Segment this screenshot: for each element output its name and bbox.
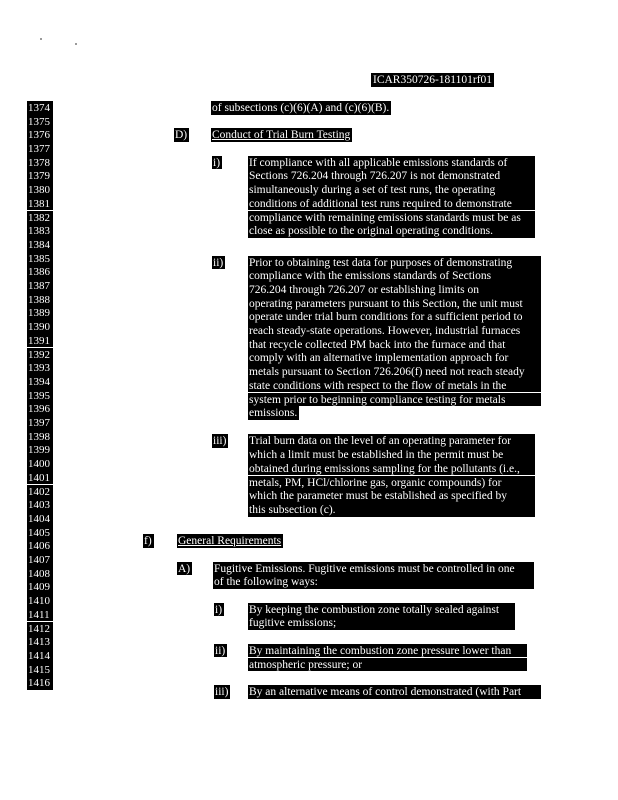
line-number: 1375: [27, 115, 53, 129]
list-marker: ii): [215, 644, 226, 657]
line-number: 1413: [27, 635, 53, 649]
line-number: 1394: [27, 375, 53, 389]
text-line: Prior to obtaining test data for purposes of demonstrating: [248, 256, 541, 270]
text-line: comply with an alternative implementation approach for: [248, 351, 541, 365]
line-number: 1379: [27, 169, 53, 183]
line-number: 1385: [27, 252, 53, 266]
text-line: 726.204 through 726.207 or establishing limits on: [248, 283, 541, 297]
line-number: 1410: [27, 594, 53, 608]
line-number: 1383: [27, 224, 53, 238]
list-marker: iii): [213, 435, 227, 448]
line-number: 1389: [27, 306, 53, 320]
line-number: 1384: [27, 238, 53, 252]
text-line: emissions.: [249, 407, 298, 420]
line-number: 1409: [27, 580, 53, 594]
list-marker: D): [175, 129, 188, 142]
list-marker: i): [215, 603, 223, 616]
line-number: 1381: [27, 197, 53, 211]
text-line: that recycle collected PM back into the furnace and that: [248, 338, 541, 352]
text-line: Trial burn data on the level of an operating parameter for: [248, 434, 535, 448]
line-number: 1405: [27, 526, 53, 540]
line-number: 1407: [27, 553, 53, 567]
line-number: 1377: [27, 142, 53, 156]
text-line: of the following ways:: [213, 575, 534, 589]
text-line: system prior to beginning compliance testing for metals: [248, 393, 541, 407]
text-line: By maintaining the combustion zone pressure lower than: [248, 644, 527, 658]
line-number: 1395: [27, 389, 53, 403]
list-marker: A): [178, 562, 191, 575]
line-number: 1415: [27, 663, 53, 677]
text-line: metals, PM, HCl/chlorine gas, organic compounds) for: [248, 476, 535, 490]
text-line: By keeping the combustion zone totally sealed against: [248, 603, 515, 617]
line-number: 1404: [27, 512, 53, 526]
line-number: 1382: [27, 211, 53, 225]
section-heading: Conduct of Trial Burn Testing: [212, 129, 351, 142]
line-number: 1400: [27, 457, 53, 471]
scan-speck: [75, 43, 77, 45]
line-number: 1391: [27, 334, 53, 348]
text-line: state conditions with respect to the flow of metals in the: [248, 379, 541, 393]
line-number: 1414: [27, 649, 53, 663]
line-number: 1393: [27, 361, 53, 375]
list-marker: ii): [213, 256, 224, 269]
text-line: operate under trial burn conditions for a sufficient period to: [248, 310, 541, 324]
text-line: simultaneously during a set of test runs, the operating: [248, 183, 535, 197]
text-line: obtained during emissions sampling for the pollutants (i.e.,: [248, 462, 535, 476]
line-number: 1388: [27, 293, 53, 307]
line-number: 1412: [27, 622, 53, 636]
line-number: 1390: [27, 320, 53, 334]
line-number: 1408: [27, 567, 53, 581]
line-number: 1398: [27, 430, 53, 444]
text-line: atmospheric pressure; or: [248, 658, 527, 672]
text-line: close as possible to the original operating conditions.: [248, 224, 535, 238]
list-marker: i): [213, 156, 221, 169]
line-number: 1411: [27, 608, 53, 622]
line-number: 1376: [27, 128, 53, 142]
text-line: which the parameter must be established as specified by: [248, 489, 535, 503]
line-number: 1380: [27, 183, 53, 197]
scan-speck: [40, 38, 42, 40]
line-number: 1401: [27, 471, 53, 485]
text-line: By an alternative means of control demonstrated (with Part: [248, 685, 541, 699]
line-number: 1392: [27, 348, 53, 362]
text-line: compliance with the emissions standards of Sections: [248, 269, 541, 283]
line-number: 1402: [27, 485, 53, 499]
text-line: which a limit must be established in the permit must be: [248, 448, 535, 462]
line-number: 1386: [27, 265, 53, 279]
text-line: this subsection (c).: [248, 503, 535, 517]
text-line: reach steady-state operations. However, industrial furnaces: [248, 324, 541, 338]
line-number: 1374: [27, 101, 53, 115]
list-marker: f): [144, 535, 152, 548]
text-line: conditions of additional test runs required to demonstrate: [248, 197, 535, 211]
text-line: If compliance with all applicable emissions standards of: [248, 156, 535, 170]
text-line: Sections 726.204 through 726.207 is not demonstrated: [248, 169, 535, 183]
text-line: Fugitive Emissions. Fugitive emissions must be controlled in one: [213, 562, 534, 576]
text-line: compliance with remaining emissions standards must be as: [248, 211, 535, 225]
text-line: of subsections (c)(6)(A) and (c)(6)(B).: [212, 101, 390, 114]
line-number: 1403: [27, 498, 53, 512]
document-header-code: ICAR350726-181101rf01: [373, 74, 493, 86]
line-number: 1387: [27, 279, 53, 293]
text-line: metals pursuant to Section 726.206(f) need not reach steady: [248, 365, 541, 379]
text-line: fugitive emissions;: [248, 616, 515, 630]
section-heading: General Requirements: [178, 535, 282, 548]
line-number: 1416: [27, 676, 53, 690]
line-number: 1406: [27, 539, 53, 553]
line-number: 1378: [27, 156, 53, 170]
list-marker: iii): [215, 686, 229, 698]
line-number: 1397: [27, 416, 53, 430]
line-number: 1396: [27, 402, 53, 416]
text-line: operating parameters pursuant to this Section, the unit must: [248, 297, 541, 311]
line-number: 1399: [27, 443, 53, 457]
